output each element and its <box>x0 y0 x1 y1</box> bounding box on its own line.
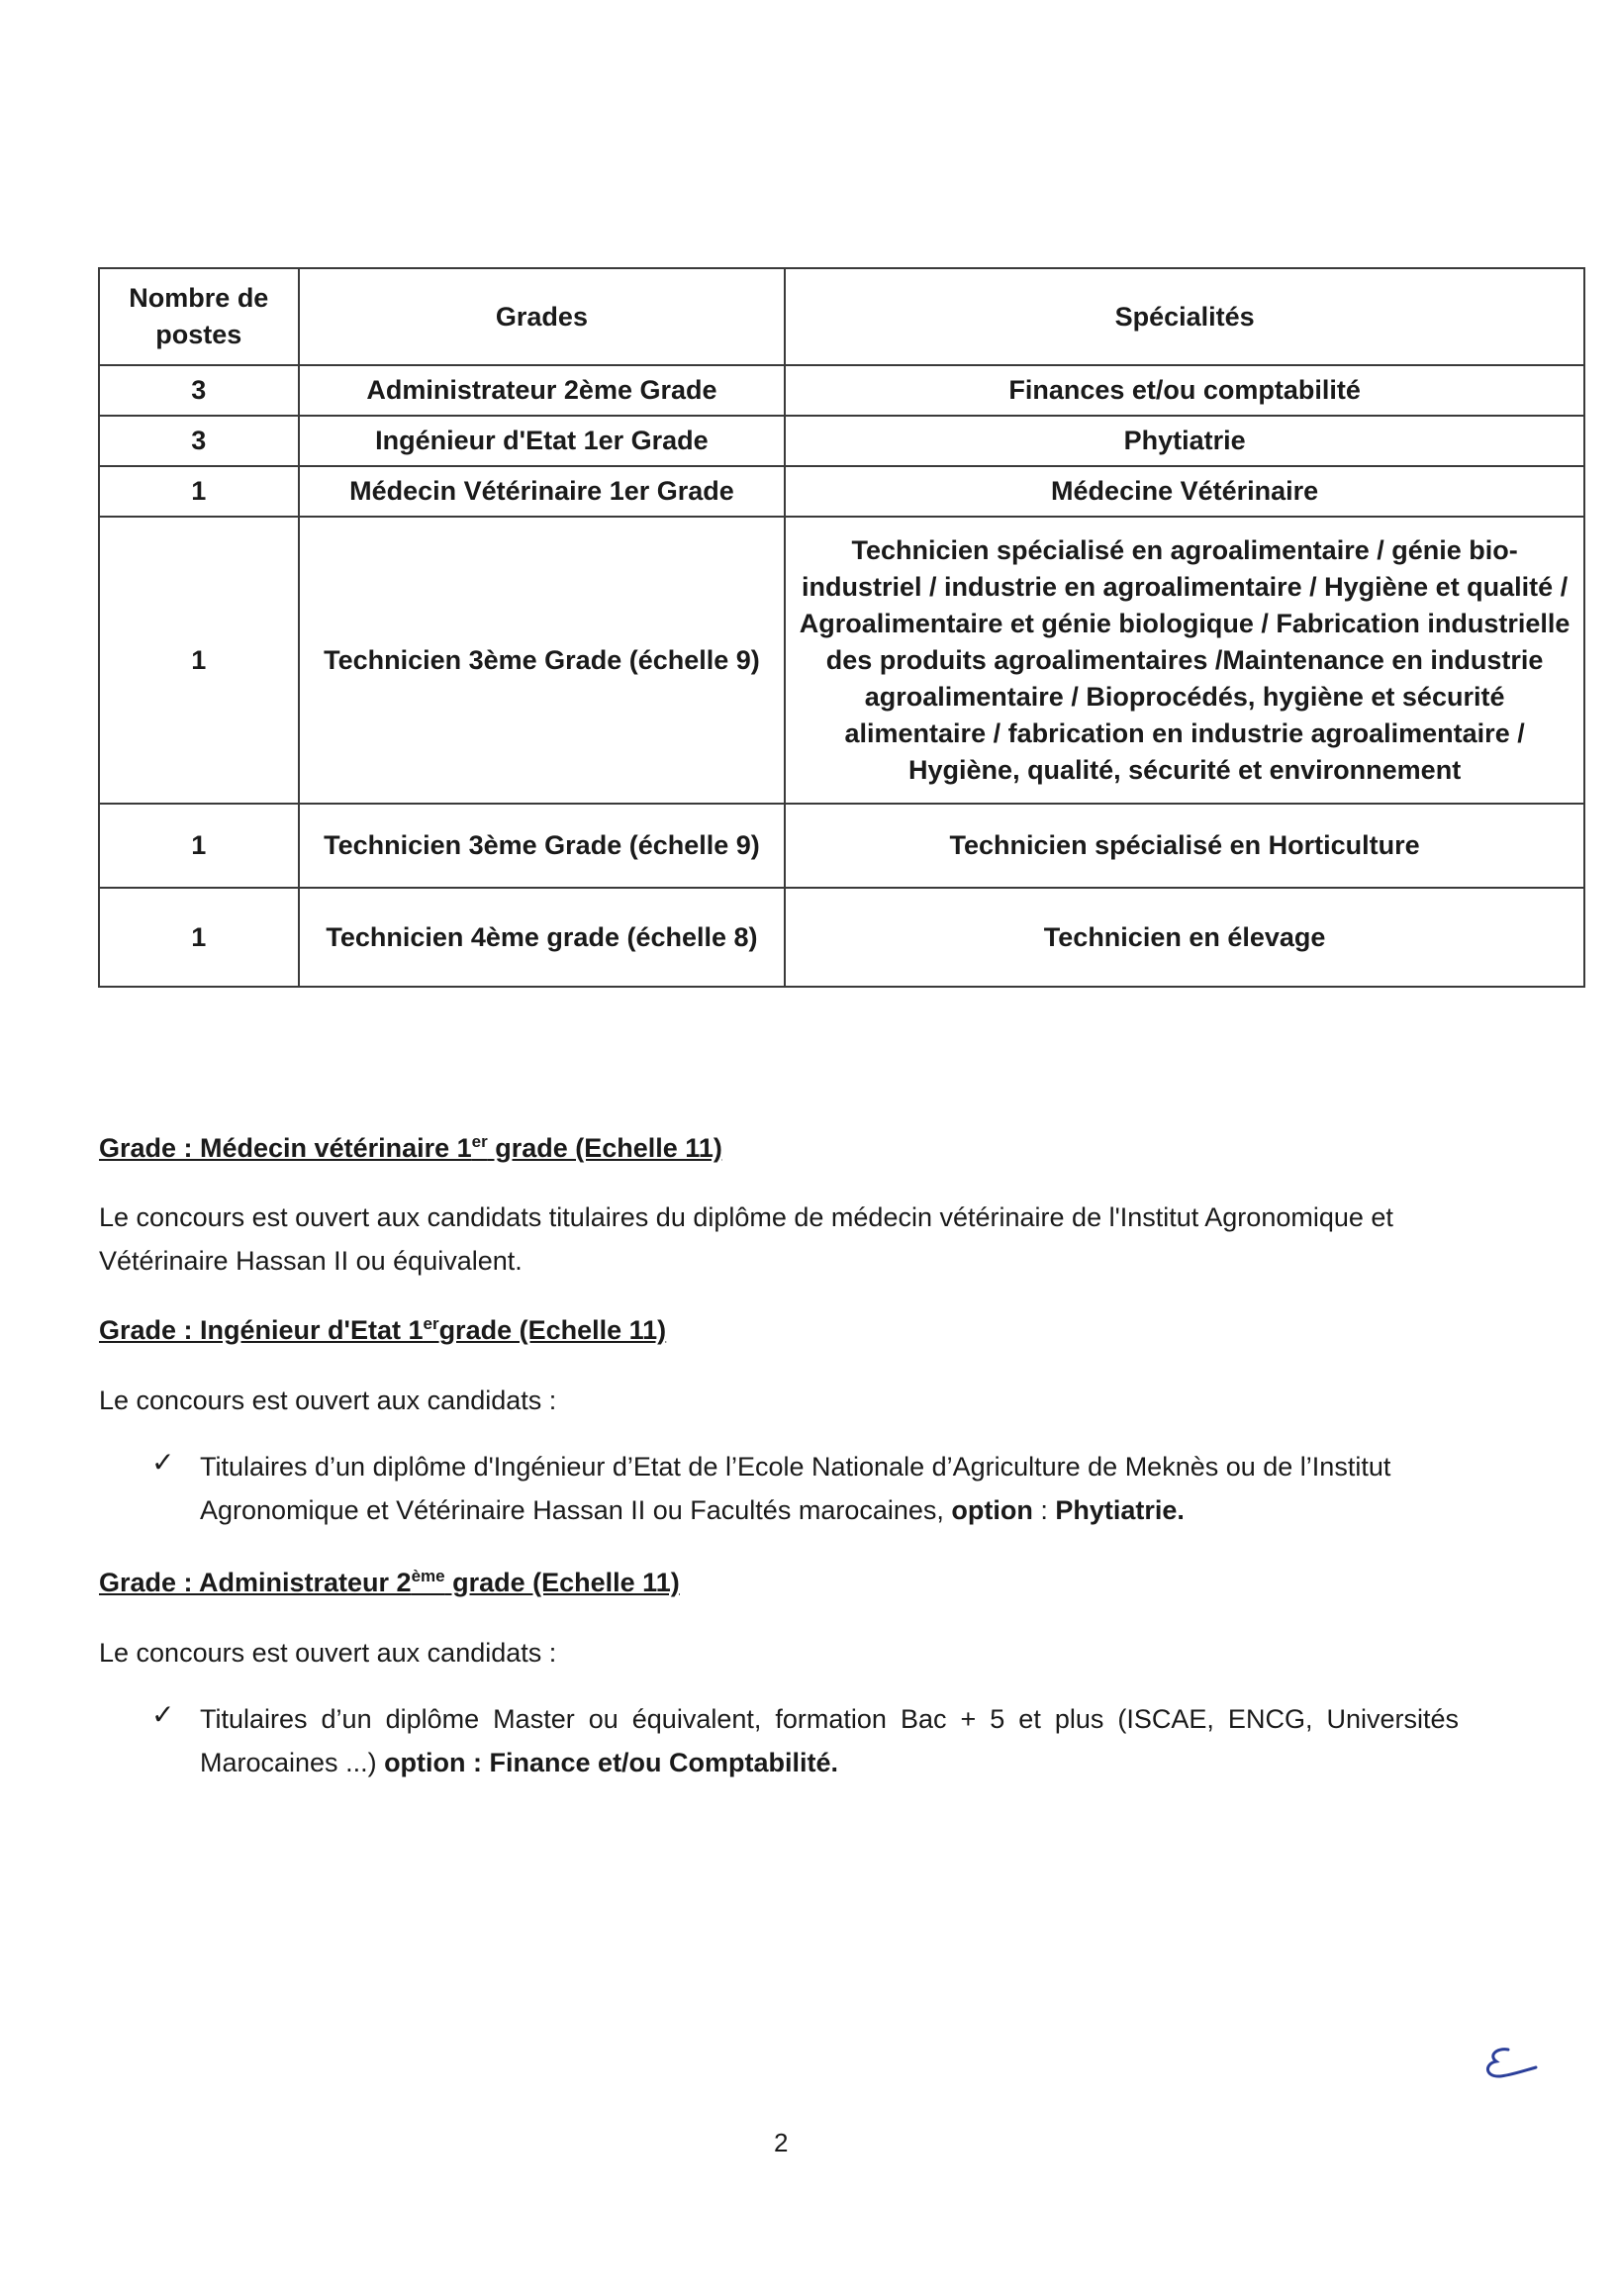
cell-grade: Technicien 3ème Grade (échelle 9) <box>299 804 786 888</box>
paragraph-administrateur: Le concours est ouvert aux candidats : <box>99 1638 557 1668</box>
cell-grade: Technicien 4ème grade (échelle 8) <box>299 888 786 987</box>
cell-grade: Administrateur 2ème Grade <box>299 365 786 416</box>
table-row <box>99 888 1584 987</box>
cell-count: 1 <box>99 804 299 888</box>
cell-count: 3 <box>99 416 299 466</box>
table-row <box>99 416 1584 466</box>
cell-count: 1 <box>99 517 299 804</box>
table-header-row <box>99 268 1584 365</box>
cell-count: 1 <box>99 466 299 517</box>
checkmark-icon: ✓ <box>151 1447 175 1478</box>
cell-specialite: Technicien en élevage <box>785 888 1584 987</box>
cell-specialite: Phytiatrie <box>785 416 1584 466</box>
table-row <box>99 517 1584 804</box>
heading-ingenieur: Grade : Ingénieur d'Etat 1ergrade (Echelle 11) <box>99 1314 667 1345</box>
table-row <box>99 365 1584 416</box>
bullet-administrateur: Titulaires d’un diplôme Master ou équivalent, formation Bac + 5 et plus (ISCAE, ENCG, Universités Marocaines ...) option : Finance et/ou Comptabilité. <box>200 1704 1459 1777</box>
cell-grade: Ingénieur d'Etat 1er Grade <box>299 416 786 466</box>
paragraph-medecin: Le concours est ouvert aux candidats titulaires du diplôme de médecin vétérinaire de l'Institut Agronomique et Vétérinaire Hassan II ou équivalent. <box>99 1202 1393 1276</box>
paragraph-ingenieur: Le concours est ouvert aux candidats : <box>99 1386 557 1415</box>
heading-administrateur: Grade : Administrateur 2ème grade (Echelle 11) <box>99 1567 680 1597</box>
cell-specialite: Technicien spécialisé en Horticulture <box>785 804 1584 888</box>
heading-medecin: Grade : Médecin vétérinaire 1er grade (Echelle 11) <box>99 1132 722 1163</box>
posts-table <box>98 267 1585 988</box>
cell-specialite: Technicien spécialisé en agroalimentaire / génie bio-industriel / industrie en agroalimentaire / Hygiène et qualité / Agroalimentaire et génie biologique / Fabrication industrielle des produits agroalimentaires /Maintenance en industrie agroalimentaire / Bioprocédés, hygiène et sécurité alimentaire / fabrication en industrie agroalimentaire / Hygiène, qualité, sécurité et environnement <box>785 517 1584 804</box>
page-number: 2 <box>774 2128 789 2157</box>
handwritten-initial-mark <box>1475 2044 1544 2088</box>
checkmark-icon: ✓ <box>151 1699 175 1730</box>
header-grades: Grades <box>299 268 786 365</box>
table-row <box>99 804 1584 888</box>
cell-count: 1 <box>99 888 299 987</box>
header-specialites: Spécialités <box>785 268 1584 365</box>
cell-count: 3 <box>99 365 299 416</box>
table-row <box>99 466 1584 517</box>
header-nombre: Nombre de postes <box>99 268 299 365</box>
cell-specialite: Finances et/ou comptabilité <box>785 365 1584 416</box>
cell-specialite: Médecine Vétérinaire <box>785 466 1584 517</box>
cell-grade: Technicien 3ème Grade (échelle 9) <box>299 517 786 804</box>
cell-grade: Médecin Vétérinaire 1er Grade <box>299 466 786 517</box>
bullet-ingenieur: Titulaires d’un diplôme d'Ingénieur d’Etat de l’Ecole Nationale d’Agriculture de Meknès ou de l’Institut Agronomique et Vétérinaire Hassan II ou Facultés marocaines, option : Phytiatrie. <box>200 1452 1391 1525</box>
